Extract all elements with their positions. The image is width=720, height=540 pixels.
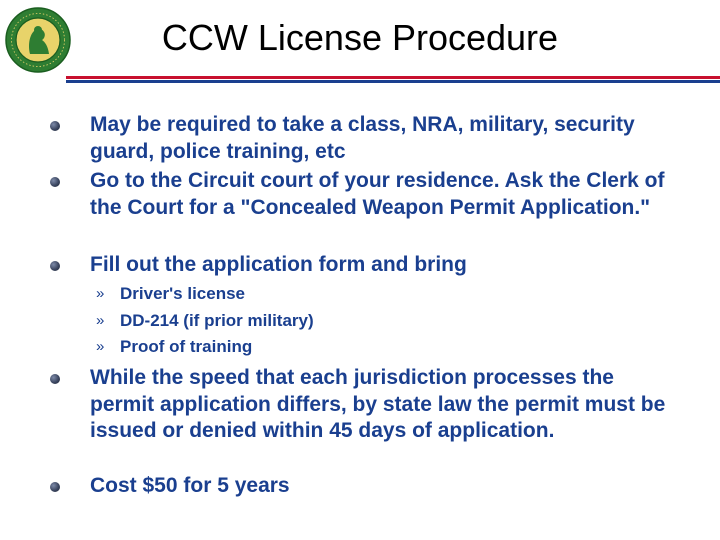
bullet-item: Go to the Circuit court of your residence. Ask the Clerk of the Court for a "Concealed Weapon Permit Application." <box>90 169 665 219</box>
sub-bullet-item: DD-214 (if prior military) <box>120 311 314 330</box>
bullet-dot-icon <box>50 121 60 131</box>
sub-bullet-marker-icon: » <box>96 285 105 302</box>
sub-bullet-item: Proof of training <box>120 337 253 356</box>
page-title: CCW License Procedure <box>161 17 559 58</box>
bullet-item: While the speed that each jurisdiction processes the permit application differs, by state law the permit must be issued or denied within 45 days of application. <box>90 366 666 442</box>
bullet-item: Cost $50 for 5 years <box>90 474 290 497</box>
bullet-dot-icon <box>50 177 60 187</box>
bullet-dot-icon <box>50 374 60 384</box>
bullet-dot-icon <box>50 482 60 492</box>
bullet-item: May be required to take a class, NRA, military, security guard, police training, etc <box>90 113 635 163</box>
bullet-item: Fill out the application form and bring <box>90 253 467 276</box>
bullet-dot-icon <box>50 261 60 271</box>
sub-bullet-marker-icon: » <box>96 312 105 329</box>
sub-bullet-item: Driver's license <box>120 284 246 303</box>
sub-bullet-marker-icon: » <box>96 338 105 355</box>
